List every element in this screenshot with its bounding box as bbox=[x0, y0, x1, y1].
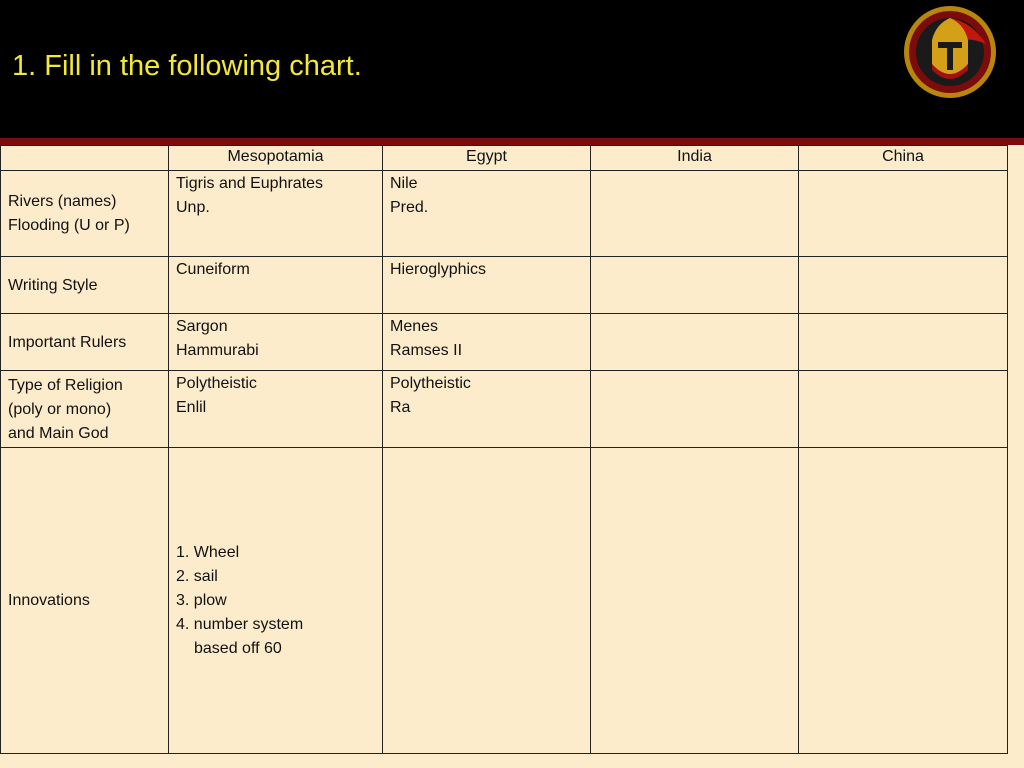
table-cell[interactable] bbox=[383, 371, 591, 448]
table-row bbox=[1, 171, 1008, 257]
table-cell[interactable] bbox=[169, 448, 383, 754]
table-row bbox=[1, 448, 1008, 754]
spartan-helmet-logo-icon bbox=[902, 4, 998, 100]
table-cell[interactable] bbox=[799, 314, 1008, 371]
column-header: Egypt bbox=[383, 146, 591, 171]
table-cell[interactable] bbox=[383, 314, 591, 371]
row-label bbox=[1, 314, 169, 371]
row-label-line: and Main God bbox=[8, 424, 109, 442]
cell-line: Hammurabi bbox=[176, 342, 259, 359]
cell-line: Ra bbox=[390, 399, 411, 416]
table-cell[interactable] bbox=[799, 371, 1008, 448]
table-row bbox=[1, 371, 1008, 448]
column-header: Mesopotamia bbox=[169, 146, 383, 171]
cell-line: Ramses II bbox=[390, 342, 463, 359]
table-cell[interactable] bbox=[169, 314, 383, 371]
table-cell[interactable] bbox=[799, 448, 1008, 754]
table-cell[interactable] bbox=[591, 314, 799, 371]
row-label bbox=[1, 371, 169, 448]
table-cell[interactable] bbox=[169, 171, 383, 257]
cell-line: 3. plow bbox=[176, 591, 227, 609]
table-cell[interactable] bbox=[383, 171, 591, 257]
row-label-line: Flooding (U or P) bbox=[8, 217, 130, 234]
cell-line: Sargon bbox=[176, 318, 228, 335]
table-cell[interactable] bbox=[383, 448, 591, 754]
table-cell[interactable] bbox=[591, 257, 799, 314]
cell-line: based off 60 bbox=[194, 639, 282, 657]
column-header: India bbox=[591, 146, 799, 171]
row-label-line: Innovations bbox=[8, 591, 90, 609]
slide-header bbox=[0, 0, 1024, 138]
cell-line: Tigris and Euphrates bbox=[176, 175, 324, 192]
table-row bbox=[1, 314, 1008, 371]
cell-line: 2. sail bbox=[176, 567, 218, 585]
column-header: China bbox=[799, 146, 1008, 171]
civilizations-chart bbox=[0, 145, 1008, 754]
row-label-line: (poly or mono) bbox=[8, 400, 112, 418]
table-cell[interactable] bbox=[799, 257, 1008, 314]
row-label-line: Rivers (names) bbox=[8, 193, 117, 210]
header-stripe bbox=[0, 138, 1024, 145]
cell-line: Pred. bbox=[390, 199, 429, 216]
cell-line: Enlil bbox=[176, 399, 207, 416]
cell-line: Cuneiform bbox=[176, 261, 250, 278]
table-cell[interactable] bbox=[799, 171, 1008, 257]
row-label-line: Important Rulers bbox=[8, 333, 127, 351]
column-header bbox=[1, 146, 169, 171]
table-row bbox=[1, 257, 1008, 314]
table-cell[interactable] bbox=[591, 371, 799, 448]
cell-line: Polytheistic bbox=[390, 375, 471, 392]
row-label-line: Type of Religion bbox=[8, 376, 123, 394]
row-label bbox=[1, 171, 169, 257]
table-cell[interactable] bbox=[383, 257, 591, 314]
slide-title: 1. Fill in the following chart. bbox=[12, 50, 362, 82]
table-cell[interactable] bbox=[169, 257, 383, 314]
cell-line: Polytheistic bbox=[176, 375, 257, 392]
cell-line: Unp. bbox=[176, 199, 210, 216]
table-header-row bbox=[1, 146, 1008, 171]
cell-line: 1. Wheel bbox=[176, 543, 240, 561]
table-cell[interactable] bbox=[591, 448, 799, 754]
table-cell[interactable] bbox=[169, 371, 383, 448]
cell-line: Menes bbox=[390, 318, 439, 335]
row-label bbox=[1, 257, 169, 314]
cell-line: Hieroglyphics bbox=[390, 261, 487, 278]
cell-line: 4. number system bbox=[176, 615, 304, 633]
row-label-line: Writing Style bbox=[8, 276, 98, 294]
table-cell[interactable] bbox=[591, 171, 799, 257]
row-label bbox=[1, 448, 169, 754]
cell-line: Nile bbox=[390, 175, 418, 192]
